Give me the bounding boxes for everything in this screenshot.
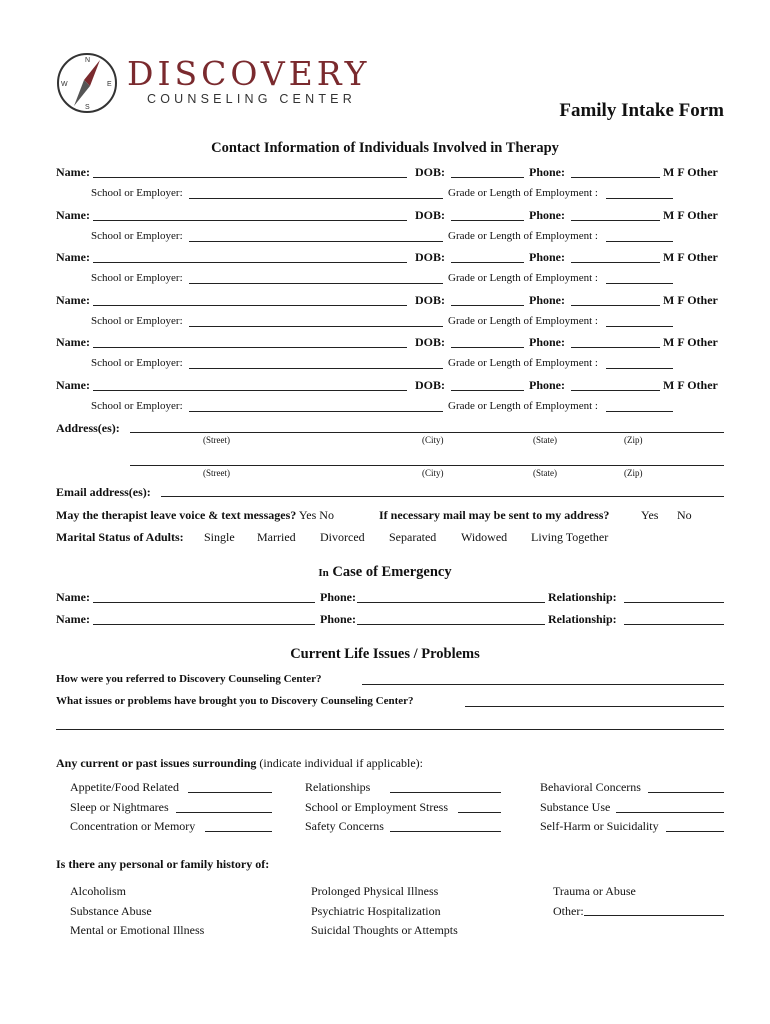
contact-dob-label: DOB: (415, 207, 445, 222)
surrounding-item: Self-Harm or Suicidality (540, 819, 659, 833)
contact-dob-field[interactable] (451, 220, 524, 221)
contact-dob-field[interactable] (451, 262, 524, 263)
emergency-name-label-2: Name: (56, 612, 90, 626)
surrounding-item: Appetite/Food Related (70, 780, 179, 794)
surrounding-item: Substance Use (540, 799, 611, 814)
referred-question: How were you referred to Discovery Counseling Center? (56, 673, 322, 685)
contact-heading: Contact Information of Individuals Involved in Therapy (211, 140, 559, 156)
contact-grade-label: Grade or Length of Employment : (448, 314, 598, 327)
marital-widowed[interactable]: Widowed (461, 530, 508, 544)
address-city-caption: (City) (422, 435, 444, 445)
emergency-name-label: Name: (56, 590, 90, 604)
contact-phone-label: Phone: (529, 207, 565, 222)
surrounding-item-field[interactable] (616, 812, 724, 813)
address-state-caption: (State) (533, 435, 557, 445)
contact-school-label: School or Employer: (91, 272, 183, 284)
contact-name-field[interactable] (93, 220, 407, 221)
contact-school-field[interactable] (189, 368, 443, 369)
compass-icon (52, 48, 122, 118)
contact-school-label: School or Employer: (91, 187, 183, 199)
marital-single[interactable]: Single (204, 530, 235, 544)
contact-gender-options[interactable]: M F Other (663, 207, 718, 222)
contact-dob-label: DOB: (415, 335, 445, 349)
marital-divorced[interactable]: Divorced (320, 530, 365, 544)
mail-question: If necessary mail may be sent to my address? (379, 508, 610, 522)
marital-living-together[interactable]: Living Together (531, 530, 609, 544)
history-other-field[interactable] (584, 915, 724, 916)
contact-dob-field[interactable] (451, 177, 524, 178)
mail-option-yes[interactable]: Yes (641, 508, 659, 522)
contact-grade-label: Grade or Length of Employment : (448, 187, 598, 199)
contact-phone-field[interactable] (571, 220, 660, 221)
surrounding-item-field[interactable] (188, 792, 272, 793)
surrounding-item-field[interactable] (458, 812, 501, 813)
contact-dob-field[interactable] (451, 390, 524, 391)
contact-school-label: School or Employer: (91, 357, 183, 369)
emergency-heading (0, 564, 770, 581)
history-item[interactable]: Substance Abuse (70, 903, 152, 918)
address-line-2[interactable] (130, 465, 724, 466)
email-label: Email address(es): (56, 485, 151, 499)
contact-dob-field[interactable] (451, 347, 524, 348)
compass-w: W (61, 81, 68, 88)
contact-school-label: School or Employer: (91, 399, 183, 412)
emergency-phone-label: Phone: (320, 590, 356, 604)
contact-dob-field[interactable] (451, 305, 524, 306)
surrounding-item-field[interactable] (666, 831, 724, 832)
address-zip-caption-2: (Zip) (624, 468, 643, 478)
surrounding-label (56, 756, 423, 771)
marital-label: Marital Status of Adults: (56, 530, 184, 544)
logo (52, 48, 372, 120)
contact-grade-label: Grade or Length of Employment : (448, 357, 598, 369)
contact-gender-options[interactable]: M F Other (663, 165, 718, 179)
contact-grade-label: Grade or Length of Employment : (448, 399, 598, 412)
surrounding-item-field[interactable] (390, 792, 501, 793)
contact-name-label: Name: (56, 335, 90, 349)
contact-gender-options[interactable]: M F Other (663, 250, 718, 264)
voice-options[interactable]: Yes No (298, 508, 334, 522)
surrounding-item: Relationships (305, 780, 371, 794)
contact-grade-field[interactable] (606, 368, 673, 369)
life-issues-heading: Current Life Issues / Problems (290, 646, 480, 662)
contact-name-field[interactable] (93, 262, 407, 263)
history-item[interactable]: Trauma or Abuse (553, 884, 636, 898)
contact-phone-field[interactable] (571, 177, 660, 178)
contact-grade-field[interactable] (606, 411, 673, 412)
compass-n: N (85, 57, 91, 64)
emergency-phone-field-2[interactable] (357, 624, 545, 625)
contact-phone-field[interactable] (571, 347, 660, 348)
contact-school-label: School or Employer: (91, 229, 183, 242)
contact-phone-label: Phone: (529, 165, 565, 179)
contact-name-field[interactable] (93, 390, 407, 391)
surrounding-item: School or Employment Stress (305, 799, 448, 814)
emergency-heading-text: Case of Emergency (328, 564, 452, 580)
emergency-relationship-field-2[interactable] (624, 624, 724, 625)
contact-school-field[interactable] (189, 283, 443, 284)
contact-name-label: Name: (56, 165, 90, 179)
contact-grade-label: Grade or Length of Employment : (448, 229, 598, 242)
contact-name-label: Name: (56, 292, 90, 307)
contact-dob-label: DOB: (415, 250, 445, 264)
contact-school-field[interactable] (189, 326, 443, 327)
marital-married[interactable]: Married (257, 530, 296, 544)
history-item[interactable]: Prolonged Physical Illness (311, 884, 439, 898)
surrounding-item: Safety Concerns (305, 819, 384, 833)
mail-option-no[interactable]: No (677, 508, 692, 522)
contact-phone-label: Phone: (529, 335, 565, 349)
address-label: Address(es): (56, 421, 120, 435)
emergency-heading-prefix: In (318, 567, 329, 579)
contact-phone-field[interactable] (571, 390, 660, 391)
emergency-relationship-field[interactable] (624, 602, 724, 603)
history-item[interactable]: Suicidal Thoughts or Attempts (311, 923, 458, 937)
contact-school-field[interactable] (189, 411, 443, 412)
history-item[interactable]: Psychiatric Hospitalization (311, 903, 441, 918)
address-city-caption-2: (City) (422, 468, 444, 478)
emergency-relationship-label: Relationship: (548, 590, 617, 604)
surrounding-label-rest: (indicate individual if applicable): (256, 756, 423, 770)
contact-name-field[interactable] (93, 347, 407, 348)
contact-dob-label: DOB: (415, 377, 445, 392)
emergency-name-field-2[interactable] (93, 624, 315, 625)
contact-phone-label: Phone: (529, 292, 565, 307)
history-item[interactable]: Alcoholism (70, 884, 126, 898)
emergency-name-field[interactable] (93, 602, 315, 603)
surrounding-item: Sleep or Nightmares (70, 799, 169, 814)
contact-grade-label: Grade or Length of Employment : (448, 272, 598, 284)
address-zip-caption: (Zip) (624, 435, 643, 445)
contact-grade-field[interactable] (606, 283, 673, 284)
form-title: Family Intake Form (559, 100, 724, 121)
logo-subtitle: COUNSELING CENTER (147, 92, 356, 106)
emergency-phone-field[interactable] (357, 602, 545, 603)
contact-dob-label: DOB: (415, 292, 445, 307)
contact-dob-label: DOB: (415, 165, 445, 179)
contact-gender-options[interactable]: M F Other (663, 335, 718, 349)
address-street-caption-2: (Street) (203, 468, 230, 478)
contact-school-label: School or Employer: (91, 314, 183, 327)
contact-phone-label: Phone: (529, 250, 565, 264)
contact-name-field[interactable] (93, 177, 407, 178)
contact-name-label: Name: (56, 207, 90, 222)
address-line-1[interactable] (130, 432, 724, 433)
contact-name-field[interactable] (93, 305, 407, 306)
contact-name-label: Name: (56, 250, 90, 264)
contact-phone-field[interactable] (571, 305, 660, 306)
voice-question (56, 508, 334, 523)
contact-name-label: Name: (56, 377, 90, 392)
referred-field[interactable] (362, 684, 724, 685)
address-street-caption: (Street) (203, 435, 230, 445)
logo-wordmark: DISCOVERY (127, 54, 371, 93)
emergency-phone-label-2: Phone: (320, 612, 356, 626)
history-item[interactable]: Other: (553, 903, 584, 918)
email-field[interactable] (161, 496, 724, 497)
surrounding-item-field[interactable] (390, 831, 501, 832)
history-label: Is there any personal or family history of: (56, 857, 270, 871)
surrounding-item: Behavioral Concerns (540, 780, 641, 794)
surrounding-label-bold: Any current or past issues surrounding (56, 756, 257, 770)
marital-separated[interactable]: Separated (389, 530, 437, 544)
compass-s: S (85, 104, 90, 111)
contact-gender-options[interactable]: M F Other (663, 292, 718, 307)
issues-field-line-2[interactable] (56, 729, 724, 730)
surrounding-item-field[interactable] (648, 792, 724, 793)
contact-phone-field[interactable] (571, 262, 660, 263)
surrounding-item-field[interactable] (205, 831, 272, 832)
contact-grade-field[interactable] (606, 326, 673, 327)
emergency-relationship-label-2: Relationship: (548, 612, 617, 626)
contact-school-field[interactable] (189, 198, 443, 199)
issues-question: What issues or problems have brought you to Discovery Counseling Center? (56, 695, 414, 707)
address-state-caption-2: (State) (533, 468, 557, 478)
surrounding-item-field[interactable] (176, 812, 272, 813)
issues-field[interactable] (465, 706, 724, 707)
surrounding-item: Concentration or Memory (70, 819, 196, 833)
contact-grade-field[interactable] (606, 198, 673, 199)
compass-e: E (107, 81, 112, 88)
contact-grade-field[interactable] (606, 241, 673, 242)
history-item[interactable]: Mental or Emotional Illness (70, 923, 205, 937)
voice-question-text: May the therapist leave voice & text messages? (56, 508, 297, 522)
contact-phone-label: Phone: (529, 377, 565, 392)
contact-gender-options[interactable]: M F Other (663, 377, 718, 392)
contact-school-field[interactable] (189, 241, 443, 242)
